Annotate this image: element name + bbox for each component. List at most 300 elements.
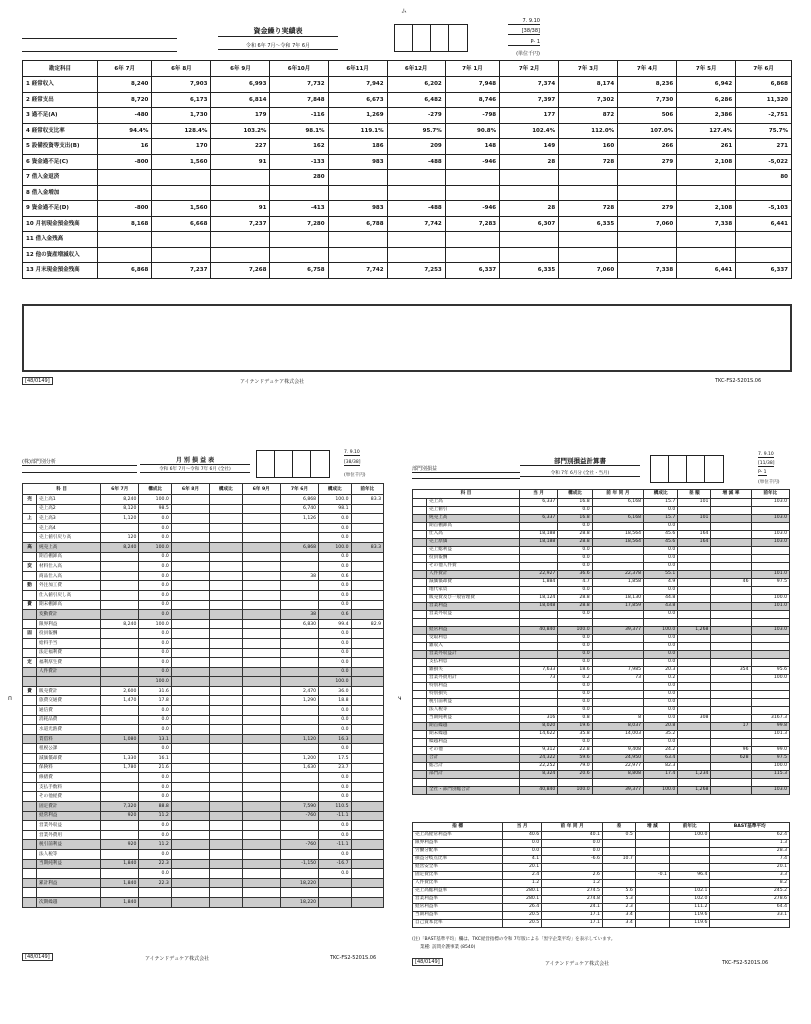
cell-value: 96.4	[669, 872, 710, 880]
cell-value	[171, 744, 209, 754]
cell-value: 20.1	[503, 864, 542, 872]
row-label: 8 借入金増加	[23, 185, 98, 201]
cell-value	[669, 840, 710, 848]
cell-value: 17	[711, 723, 751, 731]
cell-value	[210, 495, 242, 505]
cell-value	[618, 247, 677, 263]
cell-value: -5,103	[736, 201, 792, 217]
column-header: 増 減	[635, 823, 669, 832]
cell-value	[592, 683, 643, 691]
cell-value: 186	[328, 139, 387, 155]
cell-value: 17.1	[542, 912, 603, 920]
cell-value	[644, 619, 678, 627]
column-header: 構成比	[139, 484, 171, 495]
cell-value: 0.0	[319, 773, 351, 783]
table-row	[413, 840, 790, 848]
row-label: 役員報酬	[427, 555, 520, 563]
column-header: 7年 2月	[500, 61, 559, 77]
cell-value: 22.8	[558, 747, 592, 755]
cell-value	[711, 715, 751, 723]
row-label: 保険料	[37, 763, 101, 773]
section-label	[23, 638, 37, 648]
cell-value	[592, 587, 643, 595]
cell-value: 6,868	[736, 77, 792, 93]
cell-value: 0.0	[139, 773, 171, 783]
cell-value: 164	[678, 539, 711, 547]
row-label: 消耗品費	[37, 715, 101, 725]
cell-value: 20.1	[710, 864, 790, 872]
cell-value: 18.6	[558, 667, 592, 675]
column-header: 6年10月	[270, 61, 328, 77]
row-label: 売上高	[427, 499, 520, 507]
cell-value: -6.6	[542, 856, 603, 864]
cell-value	[351, 744, 383, 754]
table-row	[413, 563, 790, 571]
cell-value	[445, 170, 499, 186]
section-label: 固	[23, 629, 37, 639]
cell-value	[211, 185, 270, 201]
cell-value: -946	[445, 201, 499, 217]
section-cell	[413, 699, 427, 707]
row-label	[37, 869, 101, 879]
cell-value	[210, 696, 242, 706]
cell-value: 128.4%	[152, 123, 211, 139]
table-row	[413, 539, 790, 547]
cell-value	[210, 523, 242, 533]
row-label: 雑収入	[427, 643, 520, 651]
cell-value	[171, 821, 209, 831]
section-label: 定	[23, 658, 37, 668]
cell-value: 7,948	[445, 77, 499, 93]
cell-value: 0.0	[139, 658, 171, 668]
cell-value	[351, 725, 383, 735]
table-row	[413, 755, 790, 763]
cell-value: 728	[559, 201, 618, 217]
cell-value	[351, 590, 383, 600]
cell-value: 7,253	[387, 263, 445, 279]
cell-value: 100.0	[319, 495, 351, 505]
cash-flow-table	[22, 60, 792, 279]
cell-value	[210, 571, 242, 581]
cell-value	[280, 638, 318, 648]
footer-code: [48/0149]	[412, 958, 443, 966]
cell-value	[711, 675, 751, 683]
cell-value: 38	[280, 610, 318, 620]
cell-value: 82.3	[644, 763, 678, 771]
cell-value: 8,240	[101, 619, 139, 629]
cell-value: 2,386	[677, 108, 736, 124]
cell-value: 245.2	[710, 888, 790, 896]
cell-value: 45.6	[644, 539, 678, 547]
table-row	[23, 504, 384, 514]
table-row	[23, 123, 792, 139]
cell-value: 16.8	[558, 499, 592, 507]
cell-value	[519, 611, 557, 619]
cell-value	[210, 706, 242, 716]
cell-value: 0.0	[319, 514, 351, 524]
section-cell	[413, 771, 427, 779]
row-label: 修繕費	[37, 773, 101, 783]
cell-value: 119.6	[669, 912, 710, 920]
cell-value: 55.1	[644, 571, 678, 579]
row-label: その他人件費	[427, 563, 520, 571]
cell-value: 0.0	[542, 840, 603, 848]
cell-value: 0.0	[139, 830, 171, 840]
cell-value: 1.2	[542, 880, 603, 888]
cell-value: -760	[280, 811, 318, 821]
column-header: 7年 1月	[445, 61, 499, 77]
cell-value	[171, 754, 209, 764]
row-label: 材料仕入高	[37, 562, 101, 572]
cell-value: 22.3	[139, 859, 171, 869]
section-label	[23, 677, 37, 687]
cell-value: 20.3	[644, 667, 678, 675]
cell-value: 1,840	[101, 897, 139, 907]
cell-value: 39,377	[592, 787, 643, 795]
row-label: 雑損失	[427, 667, 520, 675]
cell-value	[171, 504, 209, 514]
cell-value	[242, 821, 280, 831]
cell-value: 6,337	[519, 499, 557, 507]
cell-value	[171, 533, 209, 543]
section-cell	[413, 651, 427, 659]
row-label: 仕入値引戻し高	[37, 590, 101, 600]
cell-value	[101, 581, 139, 591]
cell-value: 6,337	[445, 263, 499, 279]
cell-value: 107.0%	[618, 123, 677, 139]
cell-value: 96	[711, 747, 751, 755]
table-row	[23, 533, 384, 543]
cell-value: 3.4	[602, 920, 635, 928]
cell-value	[242, 773, 280, 783]
table-row	[413, 832, 790, 840]
cell-value: 38	[280, 571, 318, 581]
cell-value: 24,322	[519, 755, 557, 763]
cell-value	[242, 878, 280, 888]
company-line	[22, 51, 177, 52]
row-label: 固定費計	[37, 802, 101, 812]
table-row	[23, 170, 792, 186]
cell-value: 6,673	[328, 92, 387, 108]
cell-value	[711, 619, 751, 627]
cell-value: 0.0	[542, 848, 603, 856]
row-label: 売上原価	[427, 539, 520, 547]
cell-value: 119.1%	[328, 123, 387, 139]
table-row	[413, 904, 790, 912]
report-title: 資金繰り実績表	[218, 26, 338, 37]
row-label: 人件費計	[427, 571, 520, 579]
cell-value: 17.8	[139, 696, 171, 706]
cell-value: 8,324	[519, 771, 557, 779]
column-header: 科 目	[413, 490, 520, 499]
cell-value	[211, 232, 270, 248]
cell-value	[242, 830, 280, 840]
section-label	[23, 821, 37, 831]
cell-value	[171, 562, 209, 572]
cell-value: 43.8	[644, 603, 678, 611]
table-row	[23, 108, 792, 124]
cell-value: 0.0	[319, 600, 351, 610]
cell-value: 28	[500, 201, 559, 217]
cell-value	[351, 888, 383, 898]
cell-value	[171, 495, 209, 505]
cell-value	[280, 658, 318, 668]
cell-value	[242, 725, 280, 735]
cell-value: 0.0	[644, 587, 678, 595]
cell-value: 0.0	[319, 849, 351, 859]
cell-value: 1,560	[152, 154, 211, 170]
cell-value: -11.1	[319, 840, 351, 850]
cell-value	[171, 600, 209, 610]
cell-value	[678, 731, 711, 739]
cell-value: 0.5	[602, 832, 635, 840]
column-header: 6年 9月	[211, 61, 270, 77]
cell-value: 6,830	[280, 619, 318, 629]
cell-value	[280, 533, 318, 543]
cell-value	[751, 523, 789, 531]
cell-value	[351, 686, 383, 696]
cell-value: 0.0	[644, 739, 678, 747]
table-row	[23, 811, 384, 821]
cell-value	[171, 706, 209, 716]
cell-value: 278.6	[710, 896, 790, 904]
cell-value: 1,840	[101, 878, 139, 888]
row-label: 役員報酬	[37, 629, 101, 639]
cell-value	[678, 603, 711, 611]
cell-value	[171, 523, 209, 533]
cell-value: 127.4%	[677, 123, 736, 139]
cell-value	[171, 840, 209, 850]
cell-value: 0.6	[319, 610, 351, 620]
cell-value: 0.0	[558, 651, 592, 659]
cell-value	[101, 590, 139, 600]
section-label	[23, 667, 37, 677]
cell-value	[519, 691, 557, 699]
cell-value	[751, 611, 789, 619]
cell-value	[101, 725, 139, 735]
row-label: 損益分岐点比率	[413, 856, 503, 864]
row-label	[427, 619, 520, 627]
cell-value	[445, 185, 499, 201]
cell-value	[351, 706, 383, 716]
cell-value: 1,840	[101, 859, 139, 869]
cell-value	[519, 563, 557, 571]
cell-value: 872	[559, 108, 618, 124]
row-label: 5 設備投資等支出(B)	[23, 139, 98, 155]
cell-value	[678, 699, 711, 707]
column-header: 構成比	[319, 484, 351, 495]
cell-value: 0.0	[558, 699, 592, 707]
table-row	[413, 571, 790, 579]
cell-value	[592, 779, 643, 787]
column-header: 前年比	[351, 484, 383, 495]
cell-value: 6,335	[500, 263, 559, 279]
cell-value: 179	[211, 108, 270, 124]
section-label	[23, 830, 37, 840]
row-label	[427, 779, 520, 787]
record-count: [38/38]	[344, 460, 361, 465]
cell-value	[592, 707, 643, 715]
cell-value	[171, 725, 209, 735]
cell-value	[242, 888, 280, 898]
section-label	[23, 696, 37, 706]
cell-value	[171, 849, 209, 859]
cell-value: 82.9	[351, 619, 383, 629]
table-row	[413, 723, 790, 731]
approval-stamp-boxes	[256, 450, 330, 478]
cell-value	[736, 232, 792, 248]
cell-value	[678, 563, 711, 571]
row-label: 営業外費用	[37, 830, 101, 840]
footer-company: アイテンドデュケア株式会社	[240, 379, 305, 385]
cell-value: 0.0	[319, 792, 351, 802]
table-row	[23, 734, 384, 744]
cell-value: -5,022	[736, 154, 792, 170]
cell-value	[669, 864, 710, 872]
cell-value	[351, 802, 383, 812]
memo-box	[22, 304, 792, 372]
cell-value	[242, 715, 280, 725]
cell-value: 16.8	[558, 515, 592, 523]
cell-value	[592, 699, 643, 707]
cell-value	[751, 587, 789, 595]
cell-value	[351, 878, 383, 888]
cell-value	[592, 523, 643, 531]
cell-value	[101, 821, 139, 831]
cell-value	[171, 581, 209, 591]
cell-value: 7,338	[618, 263, 677, 279]
cell-value: 6,482	[387, 92, 445, 108]
cell-value: 28.8	[558, 603, 592, 611]
cell-value: 59.6	[558, 755, 592, 763]
cell-value	[242, 859, 280, 869]
cell-value: 0.0	[558, 547, 592, 555]
cell-value	[711, 571, 751, 579]
cell-value: 271	[736, 139, 792, 155]
cell-value	[242, 696, 280, 706]
cell-value: 44.8	[644, 595, 678, 603]
cell-value: 4.9	[644, 579, 678, 587]
cell-value: 100.0	[644, 627, 678, 635]
cell-value: 1,120	[280, 734, 318, 744]
section-label	[23, 571, 37, 581]
cell-value	[210, 802, 242, 812]
section-label	[23, 811, 37, 821]
cell-value: 73	[592, 675, 643, 683]
cell-value	[351, 610, 383, 620]
table-row	[23, 830, 384, 840]
cell-value	[678, 739, 711, 747]
cell-value: 0.0	[503, 848, 542, 856]
cell-value	[210, 542, 242, 552]
cell-value	[242, 533, 280, 543]
cell-value: 0.0	[139, 638, 171, 648]
table-row	[23, 619, 384, 629]
cell-value: 1,858	[592, 579, 643, 587]
cell-value	[171, 667, 209, 677]
column-header: 当 月	[519, 490, 557, 499]
cell-value: 36.6	[558, 571, 592, 579]
cell-value: 6,441	[736, 216, 792, 232]
cell-value: 6,740	[280, 504, 318, 514]
cell-value	[351, 821, 383, 831]
table-row	[413, 912, 790, 920]
cell-value: 39,377	[592, 627, 643, 635]
section-label: 費	[23, 600, 37, 610]
cell-value	[678, 635, 711, 643]
cell-value: 100.0	[558, 787, 592, 795]
cell-value: 23.7	[319, 763, 351, 773]
cell-value: -413	[270, 201, 328, 217]
cell-value	[171, 638, 209, 648]
cell-value	[644, 779, 678, 787]
cell-value	[711, 515, 751, 523]
cell-value	[678, 763, 711, 771]
report-period: 令和 7年 6月分 (全社・当月)	[520, 470, 640, 477]
cell-value	[592, 651, 643, 659]
table-row	[23, 667, 384, 677]
row-label: 営業外費用計	[427, 675, 520, 683]
section-cell	[413, 523, 427, 531]
row-label: 税引前利益	[37, 840, 101, 850]
cell-value: 102.0	[669, 896, 710, 904]
cell-value	[592, 635, 643, 643]
table-row	[23, 840, 384, 850]
table-row	[23, 869, 384, 879]
table-row	[413, 595, 790, 603]
cell-value: 0.0	[319, 869, 351, 879]
section-cell	[413, 611, 427, 619]
section-cell	[413, 707, 427, 715]
cell-value	[280, 792, 318, 802]
cell-value: 8,037	[592, 723, 643, 731]
cell-value	[678, 707, 711, 715]
table-row	[413, 499, 790, 507]
cell-value: 63.4	[644, 755, 678, 763]
section-cell	[413, 563, 427, 571]
cell-value	[280, 715, 318, 725]
cell-value: 3.4	[602, 912, 635, 920]
column-header: 6年11月	[328, 61, 387, 77]
cell-value: 0.8	[558, 715, 592, 723]
cell-value	[101, 523, 139, 533]
cell-value: -11.1	[319, 811, 351, 821]
cell-value: 83.3	[351, 495, 383, 505]
cell-value	[210, 610, 242, 620]
monthly-pl-table	[22, 483, 384, 908]
cell-value: 7,338	[677, 216, 736, 232]
cell-value: 100.0	[139, 495, 171, 505]
cell-value: 98.1%	[270, 123, 328, 139]
cell-value: 24.2	[644, 747, 678, 755]
column-header: 構成比	[644, 490, 678, 499]
section-cell	[413, 619, 427, 627]
table-row	[413, 675, 790, 683]
row-label: 当期純利益	[37, 859, 101, 869]
cell-value	[280, 821, 318, 831]
cell-value: 6,942	[677, 77, 736, 93]
cell-value	[101, 888, 139, 898]
cell-value: 7,848	[270, 92, 328, 108]
cell-value: 102.4%	[500, 123, 559, 139]
cell-value: 6,168	[592, 499, 643, 507]
cell-value	[242, 648, 280, 658]
section-label	[23, 504, 37, 514]
cell-value	[101, 792, 139, 802]
section-label: 費	[23, 686, 37, 696]
cell-value: 148	[445, 139, 499, 155]
cell-value: 14,003	[592, 731, 643, 739]
